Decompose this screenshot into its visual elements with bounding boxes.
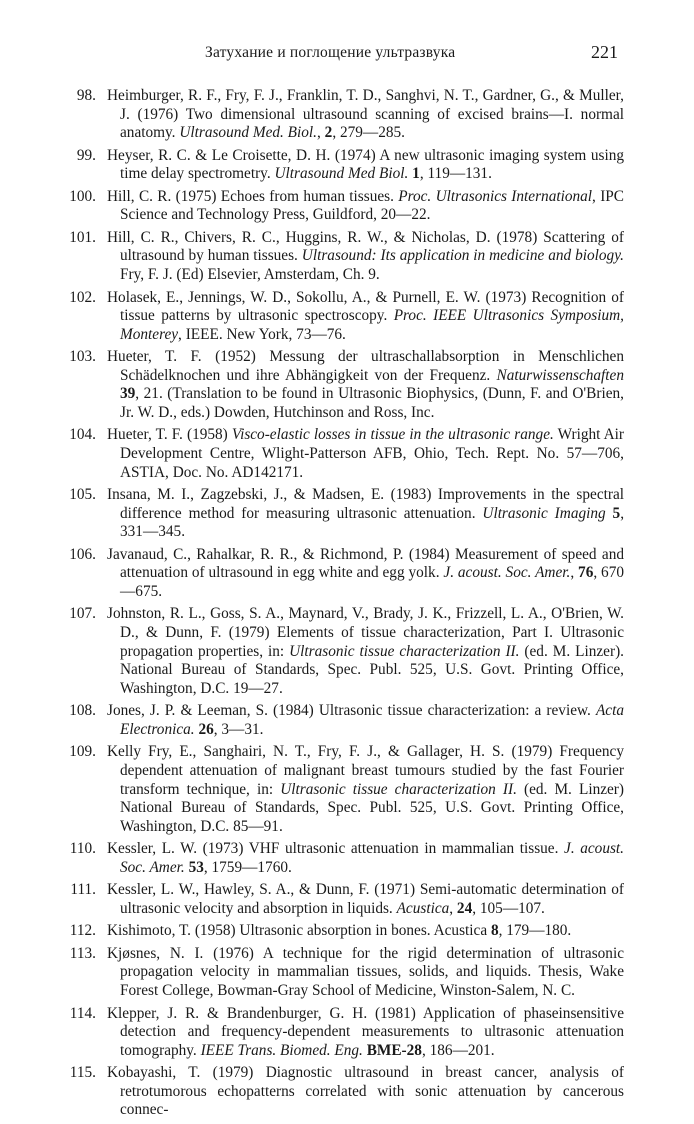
reference-segment: Kessler, L. W., Hawley, S. A., & Dunn, F. (1971) Semi-automatic determination of ultrasonic velocity and absorption in liquids. [107,881,624,917]
reference-number: 106. [69,545,96,563]
reference-number: 114. [69,1004,96,1022]
reference-entry [0,147,694,184]
reference-segment: Heimburger, R. F., Fry, F. J., Franklin, T. D., Sanghvi, N. T., Gardner, G., & Muller, J. (1976) Two dimensional ultrasound scanning of excised brains—I. normal anatomy. [107,87,624,142]
reference-text [107,229,624,283]
reference-segment: , 331—345. [120,504,625,541]
running-header [0,40,694,70]
reference-text [107,702,624,738]
reference-number: 113. [69,944,96,962]
reference-segment: Kessler, L. W. (1973) VHF ultrasonic attenuation in mammalian tissue. [107,840,565,858]
reference-segment: , 105—107. [472,899,545,917]
reference-source-title: Ultrasonic tissue characterization II. [280,780,517,798]
reference-text [107,1005,624,1059]
reference-segment: Hueter, T. F. (1952) Messung der ultraschallabsorption in Menschlichen Schädelknochen und ihre Abhängigkeit von der Frequenz. [107,348,624,384]
reference-number: 100. [69,187,96,205]
reference-number: 104. [69,426,96,444]
reference-volume: 5 [612,504,621,522]
reference-number: 109. [69,743,96,761]
reference-segment: , IEEE. New York, 73—76. [178,325,346,343]
reference-text [107,922,571,939]
reference-entry [0,426,694,482]
reference-source-title: Ultrasound Med Biol. [274,165,409,183]
reference-segment: , [570,564,579,582]
reference-segment: , 119—131. [419,165,492,183]
reference-volume: 2 [324,124,333,142]
reference-segment: (ed. M. Linzer). National Bureau of Standards, Spec. Publ. 525, U.S. Govt. Printing Office, Washington, D.C. 19—27. [120,642,624,697]
reference-segment: Jones, J. P. & Leeman, S. (1984) Ultrasonic tissue characterization: a review. [107,702,596,720]
reference-segment: Fry, F. J. (Ed) Elsevier, Amsterdam, Ch. 9. [120,266,380,284]
reference-source-title: J. acoust. Soc. Amer. [120,840,625,876]
reference-source-title: Naturwissenschaften [496,366,624,384]
reference-segment: Holasek, E., Jennings, W. D., Sokollu, A., & Purnell, E. W. (1973) Recognition of tissue patterns by ultrasonic spectroscopy. [107,288,624,325]
reference-number: 108. [69,702,96,720]
reference-source-title: Acta Electronica. [120,702,624,738]
reference-entry [0,87,694,143]
reference-text [107,188,624,224]
reference-text [107,743,624,834]
reference-volume: 76 [578,564,594,582]
reference-segment: Johnston, R. L., Goss, S. A., Maynard, V., Brady, J. K., Frizzell, L. A., O'Brien, W. D., & Dunn, F. (1979) Elements of tissue characterization, Part I. Ultrasonic propagation properties, in: [107,605,624,660]
reference-volume: 1 [412,165,420,183]
reference-volume: 8 [490,922,499,940]
reference-entry [0,348,694,422]
reference-number: 102. [69,288,96,306]
reference-number: 110. [69,840,96,858]
reference-segment: Hill, C. R. (1975) Echoes from human tissues. [107,187,399,205]
reference-source-title: Ultrasonic tissue characterization II. [289,642,520,660]
reference-source-title: Acustica [396,899,450,917]
reference-text [107,945,624,999]
reference-text [107,605,624,696]
reference-volume: 39 [120,385,136,403]
reference-segment: , 1759—1760. [203,858,292,876]
reference-source-title: Ultrasonic Imaging [482,504,606,522]
reference-number: 111. [70,881,96,899]
reference-segment: , 179—180. [498,922,572,940]
reference-text [107,1064,624,1118]
reference-segment: , 3—31. [213,720,264,738]
reference-entry [0,1064,694,1120]
reference-number: 112. [69,922,96,940]
reference-entry [0,605,694,698]
reference-number: 107. [69,605,96,623]
running-title: Затухание и поглощение ультразвука [205,44,456,61]
reference-segment: , IPC Science and Technology Press, Guildford, 20—22. [120,187,625,224]
reference-segment: Heyser, R. C. & Le Croisette, D. H. (1974) A new ultrasonic imaging system using time delay spectrometry. [107,146,624,183]
reference-segment: Kishimoto, T. (1958) Ultrasonic absorption in bones. Acustica [107,922,491,940]
reference-number: 105. [69,486,96,504]
reference-entry [0,702,694,739]
reference-entry [0,229,694,285]
reference-entry [0,188,694,225]
reference-text [107,289,624,343]
reference-volume: BME-28 [366,1041,422,1059]
page-number: 221 [591,42,618,62]
reference-entry [0,922,694,941]
reference-number: 101. [69,228,96,246]
reference-segment: , [317,124,325,142]
reference-volume: 26 [198,720,214,738]
reference-source-title: Ultrasound: Its application in medicine and biology. [301,247,624,265]
reference-segment: Klepper, J. R. & Brandenburger, G. H. (1981) Application of phaseinsensitive detection and frequency-dependent measurements to ultrasonic attenuation tomography. [107,1004,624,1059]
reference-entry [0,289,694,345]
reference-segment: Wright Air Development Centre, Wlight-Patterson AFB, Ohio, Tech. Rept. No. 57—706, ASTIA, Doc. No. AD142171. [120,426,625,481]
reference-text [107,348,624,421]
reference-text [107,87,624,141]
reference-segment: Javanaud, C., Rahalkar, R. R., & Richmond, P. (1984) Measurement of speed and attenuation of ultrasound in egg white and egg yolk. [107,545,624,582]
reference-segment: Hueter, T. F. (1958) [107,426,232,444]
reference-entry [0,881,694,918]
reference-volume: 53 [188,858,204,876]
reference-entry [0,840,694,877]
reference-entry [0,486,694,542]
reference-segment: , [449,899,457,917]
reference-segment: Insana, M. I., Zagzebski, J., & Madsen, E. (1983) Improvements in the spectral difference method for measuring ultrasonic attenuation. [107,486,624,522]
reference-text [107,486,624,540]
reference-text [107,546,624,600]
reference-source-title: Visco-elastic losses in tissue in the ultrasonic range. [231,426,554,444]
reference-text [107,840,624,876]
reference-text [107,426,624,480]
reference-list [0,87,694,1124]
reference-source-title: IEEE Trans. Biomed. Eng. [200,1041,363,1059]
reference-segment: , 670—675. [120,564,624,600]
reference-segment: Kjøsnes, N. I. (1976) A technique for the rigid determination of ultrasonic propagation velocity in mammalian tissues, solids, and liquids. Thesis, Wake Forest College, Bowman-Gray School of Medicine, Winston-Salem, N. C. [107,944,624,1000]
reference-segment: Kobayashi, T. (1979) Diagnostic ultrasound in breast cancer, analysis of retrotumorous echopatterns correlated with sonic attenuation by cancerous connec- [107,1064,624,1119]
reference-source-title: Proc. IEEE Ultrasonics Symposium, Monterey [120,307,624,343]
reference-number: 115. [69,1064,96,1082]
reference-volume: 24 [456,899,473,917]
reference-source-title: Proc. Ultrasonics International [398,187,593,205]
reference-entry [0,945,694,1001]
reference-entry [0,546,694,602]
reference-segment [606,505,613,522]
reference-entry [0,743,694,836]
reference-segment: (ed. M. Linzer) National Bureau of Standards, Spec. Publ. 525, U.S. Govt. Printing Office, Washington, D.C. 85—91. [120,780,624,835]
reference-number: 103. [69,348,96,366]
reference-segment: Kelly Fry, E., Sanghairi, N. T., Fry, F. J., & Gallager, H. S. (1979) Frequency dependent attenuation of malignant breast tumours studied by the fast Fourier transform technique, in: [107,743,624,798]
reference-source-title: Ultrasound Med. Biol. [179,124,317,142]
reference-segment: , 21. (Translation to be found in Ultrasonic Biophysics, (Dunn, F. and O'Brien, Jr. W. D., eds.) Dowden, Hutchinson and Ross, Inc. [120,385,624,421]
reference-text [107,881,624,917]
reference-number: 99. [76,146,96,164]
reference-source-title: J. acoust. Soc. Amer. [443,564,571,582]
reference-segment: Hill, C. R., Chivers, R. C., Huggins, R. W., & Nicholas, D. (1978) Scattering of ultrasound by human tissues. [107,228,624,265]
reference-number: 98. [76,87,96,104]
reference-segment: , 186—201. [421,1041,495,1059]
reference-entry [0,1005,694,1061]
reference-text [107,147,624,183]
reference-segment: , 279—285. [332,124,405,142]
